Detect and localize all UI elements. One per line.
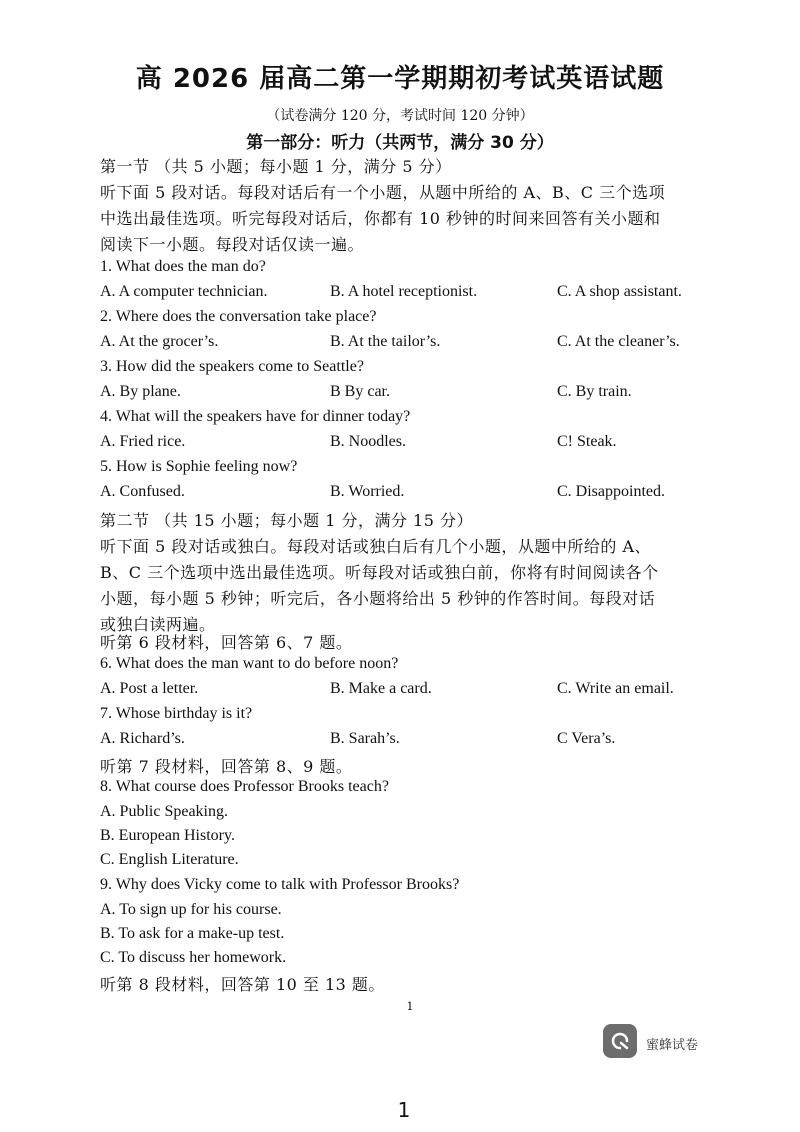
q5-option-a: A. Confused.: [100, 483, 185, 500]
part-one-title: 第一部分：听力（共两节，满分 30 分）: [246, 133, 554, 153]
q3-option-b: B By car.: [330, 383, 390, 400]
question-3: 3. How did the speakers come to Seattle?: [100, 358, 364, 375]
question-4: 4. What will the speakers have for dinner today?: [100, 408, 411, 425]
section1-instruction-3: 阅读下一小题。每段对话仅读一遍。: [100, 235, 365, 254]
q4-option-a: A. Fried rice.: [100, 433, 186, 450]
q4-option-c: C! Steak.: [557, 433, 617, 450]
watermark-logo: [603, 1024, 637, 1058]
q8-option-b: B. European History.: [100, 827, 235, 844]
q6-option-a: A. Post a letter.: [100, 680, 199, 697]
q9-option-b: B. To ask for a make-up test.: [100, 925, 285, 942]
page-number-small: 1: [406, 1000, 414, 1013]
q7-option-a: A. Richard’s.: [100, 730, 185, 747]
exam-subtitle: （试卷满分 120 分，考试时间 120 分钟）: [266, 108, 534, 124]
section1-heading: 第一节 （共 5 小题；每小题 1 分，满分 5 分）: [100, 157, 452, 176]
section1-instruction-1: 听下面 5 段对话。每段对话后有一个小题，从题中所给的 A、B、C 三个选项: [100, 183, 666, 202]
q1-option-a: A. A computer technician.: [100, 283, 268, 300]
question-8: 8. What course does Professor Brooks teach?: [100, 778, 389, 795]
q2-option-c: C. At the cleaner’s.: [557, 333, 680, 350]
q1-option-c: C. A shop assistant.: [557, 283, 682, 300]
q4-option-b: B. Noodles.: [330, 433, 406, 450]
question-1: 1. What does the man do?: [100, 258, 266, 275]
q7-option-b: B. Sarah’s.: [330, 730, 400, 747]
exam-title: 高 2026 届高二第一学期期初考试英语试题: [135, 64, 665, 94]
q8-option-c: C. English Literature.: [100, 851, 239, 868]
section2-heading: 第二节 （共 15 小题；每小题 1 分，满分 15 分）: [100, 511, 474, 530]
q2-option-b: B. At the tailor’s.: [330, 333, 441, 350]
question-9: 9. Why does Vicky come to talk with Professor Brooks?: [100, 876, 460, 893]
q2-option-a: A. At the grocer’s.: [100, 333, 219, 350]
q6-option-b: B. Make a card.: [330, 680, 432, 697]
q1-option-b: B. A hotel receptionist.: [330, 283, 478, 300]
watermark-text: 蜜蜂试卷: [646, 1038, 699, 1053]
question-5: 5. How is Sophie feeling now?: [100, 458, 298, 475]
section2-instruction-3: 小题，每小题 5 秒钟；听完后，各小题将给出 5 秒钟的作答时间。每段对话: [100, 589, 656, 608]
q5-option-c: C. Disappointed.: [557, 483, 665, 500]
q3-option-c: C. By train.: [557, 383, 632, 400]
q3-option-a: A. By plane.: [100, 383, 181, 400]
question-7: 7. Whose birthday is it?: [100, 705, 253, 722]
q8-option-a: A. Public Speaking.: [100, 803, 228, 820]
question-2: 2. Where does the conversation take place?: [100, 308, 377, 325]
bee-logo-icon: [610, 1031, 630, 1051]
section2-instruction-1: 听下面 5 段对话或独白。每段对话或独白后有几个小题，从题中所给的 A、: [100, 537, 651, 556]
q9-option-c: C. To discuss her homework.: [100, 949, 287, 966]
section2-instruction-4: 或独白读两遍。: [100, 615, 216, 634]
q6-option-c: C. Write an email.: [557, 680, 674, 697]
q5-option-b: B. Worried.: [330, 483, 405, 500]
section2-instruction-2: B、C 三个选项中选出最佳选项。听每段对话或独白前，你将有时间阅读各个: [100, 563, 659, 582]
question-6: 6. What does the man want to do before noon?: [100, 655, 399, 672]
material-8-instruction: 听第 8 段材料，回答第 10 至 13 题。: [100, 975, 385, 994]
material-7-instruction: 听第 7 段材料，回答第 8、9 题。: [100, 757, 353, 776]
section1-instruction-2: 中选出最佳选项。听完每段对话后，你都有 10 秒钟的时间来回答有关小题和: [100, 209, 661, 228]
page-number: 1: [397, 1098, 411, 1122]
q9-option-a: A. To sign up for his course.: [100, 901, 282, 918]
q7-option-c: C Vera’s.: [557, 730, 616, 747]
material-6-instruction: 听第 6 段材料，回答第 6、7 题。: [100, 633, 353, 652]
